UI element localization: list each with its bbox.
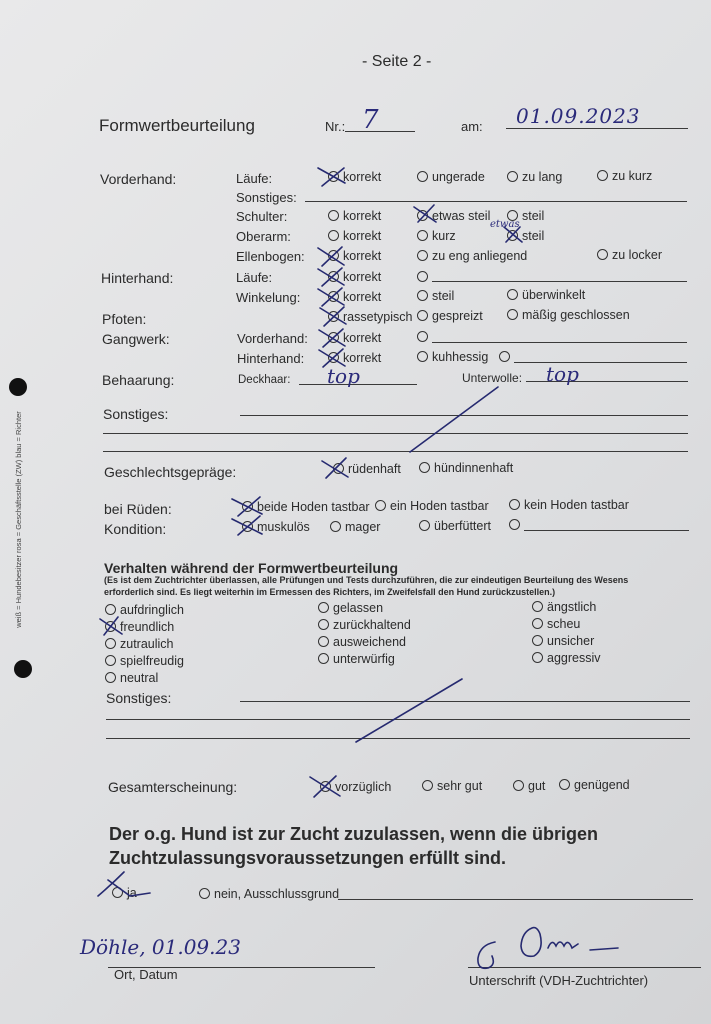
option-oberarm-kurz[interactable]: kurz	[417, 229, 456, 243]
am-line	[506, 128, 688, 129]
strike-sonstiges-1	[410, 387, 498, 452]
strike-sonstiges-2	[356, 679, 462, 742]
option-ein-hoden[interactable]: ein Hoden tastbar	[375, 499, 489, 513]
hinterhand-label: Hinterhand:	[101, 270, 174, 286]
winkelung-label: Winkelung:	[236, 290, 301, 305]
gw-hinterhand-label: Hinterhand:	[237, 351, 305, 366]
nr-label: Nr.:	[325, 119, 346, 134]
option-kondition-other[interactable]	[509, 518, 524, 532]
sonstiges-2-line-b[interactable]	[106, 719, 690, 720]
option-neutral[interactable]: neutral	[105, 671, 158, 685]
statement-line-1: Der o.g. Hund ist zur Zucht zuzulassen, wenn die übrigen	[109, 824, 599, 844]
option-vh-laeufe-zu-lang[interactable]: zu lang	[507, 170, 562, 184]
option-kein-hoden[interactable]: kein Hoden tastbar	[509, 498, 629, 512]
sonstiges-2-line-a[interactable]	[240, 701, 690, 702]
signature-label: Unterschrift (VDH-Zuchtrichter)	[469, 973, 649, 988]
option-ruedenhaft[interactable]: rüdenhaft	[333, 462, 401, 476]
option-zutraulich[interactable]: zutraulich	[105, 637, 174, 651]
ort-datum-label: Ort, Datum	[114, 967, 178, 982]
option-schulter-etwas-steil[interactable]: etwas steil	[417, 209, 490, 223]
behaarung-label: Behaarung:	[102, 372, 175, 388]
am-value: 01.09.2023	[516, 104, 641, 128]
sonstiges-1-line-c[interactable]	[103, 451, 688, 452]
signature-line[interactable]	[468, 967, 701, 968]
ausschlussgrund-line[interactable]	[338, 899, 693, 900]
option-winkelung-steil[interactable]: steil	[417, 289, 454, 303]
vh-sonstiges-label: Sonstiges:	[236, 190, 297, 205]
option-vh-laeufe-ungerade[interactable]: ungerade	[417, 170, 485, 184]
sonstiges-1-line-a[interactable]	[240, 415, 688, 416]
option-vh-laeufe-zu-kurz[interactable]: zu kurz	[597, 169, 652, 183]
option-vorzueglich[interactable]: vorzüglich	[320, 780, 391, 794]
option-sehr-gut[interactable]: sehr gut	[422, 779, 482, 793]
form-title: Formwertbeurteilung	[99, 116, 255, 135]
copy-distribution-note: weiß = Hundebesitzer rosa = Geschäftsstelle (ZW) blau = Richter	[13, 411, 23, 628]
verhalten-title: Verhalten während der Formwertbeurteilung	[104, 560, 399, 576]
option-aufdringlich[interactable]: aufdringlich	[105, 603, 184, 617]
option-aggressiv[interactable]: aggressiv	[532, 651, 601, 665]
sonstiges-1-line-b[interactable]	[103, 433, 688, 434]
option-vh-laeufe-korrekt[interactable]: korrekt	[328, 170, 381, 184]
deckhaar-label: Deckhaar:	[238, 374, 291, 386]
page-number: - Seite 2 -	[362, 53, 432, 70]
option-ueberfuettert[interactable]: überfüttert	[419, 519, 491, 533]
option-nein[interactable]: nein, Ausschlussgrund	[199, 887, 339, 901]
hh-laeufe-label: Läufe:	[236, 270, 273, 285]
option-genuegend[interactable]: genügend	[559, 778, 630, 792]
judge-signature	[478, 928, 618, 969]
ellenbogen-label: Ellenbogen:	[236, 249, 305, 264]
hh-laeufe-other-line[interactable]	[432, 281, 687, 282]
gesamt-label: Gesamterscheinung:	[108, 779, 238, 795]
deckhaar-value: top	[327, 364, 360, 388]
option-beide-hoden[interactable]: beide Hoden tastbar	[242, 500, 370, 514]
nr-line	[345, 131, 415, 132]
option-gw-hh-korrekt[interactable]: korrekt	[328, 351, 381, 365]
option-oberarm-steil[interactable]: steil	[507, 229, 544, 243]
option-huendinnenhaft[interactable]: hündinnenhaft	[419, 461, 513, 475]
vh-sonstiges-line	[305, 201, 687, 202]
option-unsicher[interactable]: unsicher	[532, 634, 594, 648]
schulter-label: Schulter:	[236, 209, 288, 224]
verhalten-note-2: erforderlich sind. Es liegt weiterhin im Ermessen des Richters, im Zweifelsfall den Hund zurückzustellen.)	[104, 587, 556, 597]
option-hh-laeufe-other[interactable]	[417, 270, 432, 284]
schulter-handwritten-note: etwas	[490, 219, 520, 230]
sonstiges-2-label: Sonstiges:	[106, 690, 172, 706]
option-ausweichend[interactable]: ausweichend	[318, 635, 406, 649]
unterwolle-value: top	[546, 362, 579, 386]
nr-value: 7	[362, 105, 379, 135]
am-label: am:	[461, 119, 483, 134]
gangwerk-label: Gangwerk:	[102, 331, 170, 347]
option-gw-vh-other[interactable]	[417, 330, 432, 344]
option-aengstlich[interactable]: ängstlich	[532, 600, 596, 614]
unterwolle-label: Unterwolle:	[462, 371, 523, 385]
option-pfoten-rassetypisch[interactable]: rassetypisch	[328, 310, 412, 324]
pfoten-label: Pfoten:	[102, 311, 147, 327]
geschlecht-label: Geschlechtsgepräge:	[104, 464, 237, 480]
statement-line-2: Zuchtzulassungsvoraussetzungen erfüllt sind.	[109, 848, 507, 868]
option-unterwuerfig[interactable]: unterwürfig	[318, 652, 395, 666]
option-gw-hh-kuhhessig[interactable]: kuhhessig	[417, 350, 488, 364]
kondition-other-line[interactable]	[524, 530, 689, 531]
gw-hh-other-line[interactable]	[514, 362, 687, 363]
option-zurueckhaltend[interactable]: zurückhaltend	[318, 618, 411, 632]
option-ellenbogen-zu-eng[interactable]: zu eng anliegend	[417, 249, 527, 263]
option-winkelung-ueberwinkelt[interactable]: überwinkelt	[507, 288, 585, 302]
punch-hole-top	[9, 378, 27, 396]
sonstiges-1-label: Sonstiges:	[103, 406, 169, 422]
option-muskuloes[interactable]: muskulös	[242, 520, 310, 534]
option-pfoten-maessig[interactable]: mäßig geschlossen	[507, 308, 630, 322]
option-gelassen[interactable]: gelassen	[318, 601, 383, 615]
option-spielfreudig[interactable]: spielfreudig	[105, 654, 184, 668]
laeufe-label: Läufe:	[236, 171, 273, 186]
option-gw-vh-korrekt[interactable]: korrekt	[328, 331, 381, 345]
option-schulter-korrekt[interactable]: korrekt	[328, 209, 381, 223]
option-gut[interactable]: gut	[513, 779, 545, 793]
verhalten-note-1: (Es ist dem Zuchtrichter überlassen, alle Prüfungen und Tests durchzuführen, die zur eindeutigen Beurteilung des Wesens	[104, 575, 629, 585]
option-gw-hh-other[interactable]	[499, 350, 514, 364]
punch-hole-bottom	[14, 660, 32, 678]
sonstiges-2-line-c[interactable]	[106, 738, 690, 739]
option-schulter-steil[interactable]: steil	[507, 209, 544, 223]
rueden-label: bei Rüden:	[104, 501, 172, 517]
gw-vh-other-line[interactable]	[432, 342, 687, 343]
option-ja[interactable]: ja	[112, 886, 137, 900]
option-ellenbogen-korrekt[interactable]: korrekt	[328, 249, 381, 263]
kondition-label: Kondition:	[104, 521, 167, 537]
option-pfoten-gespreizt[interactable]: gespreizt	[417, 309, 483, 323]
option-scheu[interactable]: scheu	[532, 617, 580, 631]
option-hh-laeufe-korrekt[interactable]: korrekt	[328, 270, 381, 284]
option-mager[interactable]: mager	[330, 520, 380, 534]
gw-vorderhand-label: Vorderhand:	[237, 331, 308, 346]
vorderhand-label: Vorderhand:	[100, 171, 177, 187]
oberarm-label: Oberarm:	[236, 229, 291, 244]
option-winkelung-korrekt[interactable]: korrekt	[328, 290, 381, 304]
ort-datum-value: Döhle, 01.09.23	[80, 935, 241, 959]
option-freundlich[interactable]: freundlich	[105, 620, 174, 634]
option-ellenbogen-zu-locker[interactable]: zu locker	[597, 248, 662, 262]
option-oberarm-korrekt[interactable]: korrekt	[328, 229, 381, 243]
